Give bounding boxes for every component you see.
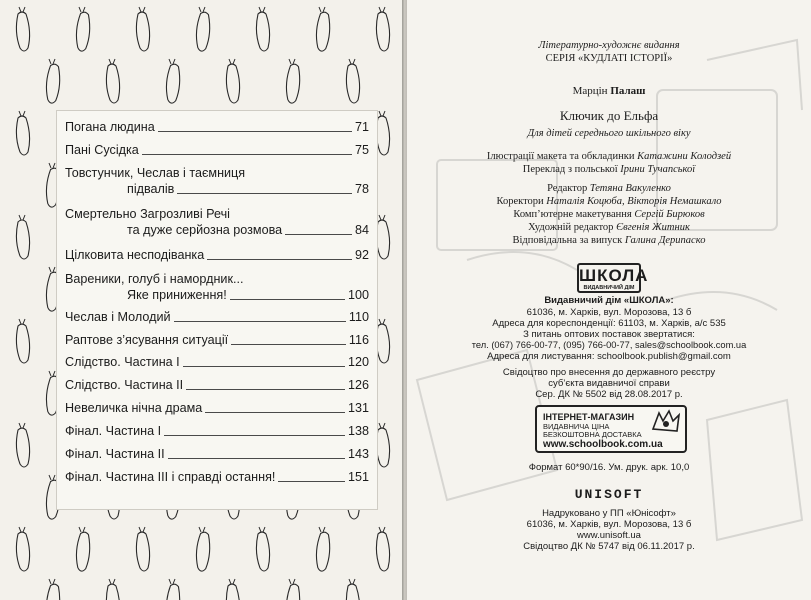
sausage-shape (74, 7, 92, 52)
toc-entry (65, 446, 369, 462)
sausage-shape (376, 215, 389, 259)
toc-entry-title: Вареники, голуб і намордник... (65, 272, 244, 286)
toc-entry (65, 400, 369, 416)
shop-price-note: ВИДАВНИЧА ЦІНА (543, 422, 610, 431)
sausage-shape (106, 59, 119, 103)
proofreaders-credit (407, 196, 811, 207)
toc-page-number: 126 (347, 378, 369, 392)
toc-entry (65, 423, 369, 439)
imprint-page (407, 0, 811, 600)
toc-entry-title: Товстунчик, Чеслав і таємниця (65, 166, 246, 180)
sausage-shape (314, 7, 332, 52)
kids-mascot-icon (649, 409, 683, 433)
toc-entry-title: Невеличка нічна драма (65, 401, 203, 415)
editor-label: Редактор (547, 183, 588, 194)
toc-entry-title: Фінал. Частина III і справді остання! (65, 470, 276, 484)
toc-page-number: 110 (348, 310, 369, 324)
toc-leader-line (168, 458, 345, 459)
toc-entry-title: Фінал. Частина I (65, 424, 162, 438)
responsible-credit (407, 235, 811, 246)
sausage-shape (226, 579, 239, 600)
toc-entry-title: Яке приниження! (127, 288, 227, 302)
logo-subtitle: ВИДАВНИЧИЙ ДІМ (583, 285, 635, 291)
toc-page-number: 116 (348, 333, 369, 347)
responsible-label: Відповідальна за випуск (512, 235, 623, 246)
illustrations-credit (407, 151, 811, 162)
author (407, 85, 811, 97)
sausage-shape (16, 527, 29, 571)
toc-entry-title: Фінал. Частина II (65, 447, 165, 461)
toc-entry-title: Погана людина (65, 120, 155, 134)
toc-entry (65, 354, 369, 370)
certificate-line-1: Свідоцтво про внесення до державного реєстру (502, 367, 716, 378)
sausage-shape (376, 111, 389, 155)
translation-label: Переклад з польської (522, 164, 618, 175)
toc-page-number: 120 (347, 355, 369, 369)
publisher-address: 61036, м. Харків, вул. Морозова, 13 б (526, 307, 692, 318)
correspondence-address: Адреса для кореспонденції: 61103, м. Харків, а/с 535 (492, 318, 726, 329)
sausage-shape (226, 59, 239, 103)
logo-wordmark: ШКОЛА (579, 266, 649, 285)
shkola-publisher-logo (577, 263, 649, 293)
sausage-shape (136, 527, 149, 571)
toc-leader-line (230, 299, 345, 300)
sausage-shape (346, 579, 359, 600)
toc-entry (65, 377, 369, 393)
toc-entry (65, 271, 369, 303)
toc-page-number: 84 (354, 223, 369, 237)
toc-entry-title: Слідство. Частина II (65, 378, 184, 392)
toc-leader-line (231, 344, 346, 345)
toc-page-number: 100 (347, 288, 369, 302)
proofreaders-names: Наталія Коцюба, Вікторія Немашкало (546, 196, 722, 207)
toc-leader-line (174, 321, 346, 322)
sausage-shape (346, 59, 359, 103)
book-title: Ключик до Ельфа (559, 108, 659, 123)
toc-entry (65, 332, 369, 348)
author-last-name: Палаш (610, 85, 646, 97)
toc-entry-title: Чеслав і Молодий (65, 310, 171, 324)
toc-page-number: 92 (354, 248, 369, 262)
sausage-shape (376, 7, 389, 51)
target-audience: Для дітей середнього шкільного віку (527, 128, 691, 139)
edition-type: Літературно-художнє видання (538, 40, 680, 51)
toc-entry-title: Слідство. Частина I (65, 355, 180, 369)
responsible-name: Галина Дерипаско (624, 235, 706, 246)
sausage-shape (284, 59, 302, 104)
sausage-shape (44, 579, 62, 600)
toc-leader-line (278, 481, 345, 482)
toc-page-number: 71 (354, 120, 369, 134)
proofreaders-label: Коректори (496, 196, 544, 207)
toc-entry (65, 119, 369, 135)
sausage-shape (164, 579, 182, 600)
sausage-shape (376, 527, 389, 571)
editor-credit (407, 183, 811, 194)
layout-label: Комп’ютерне макетування (513, 209, 632, 220)
sausage-shape (16, 111, 29, 155)
phones: тел. (067) 766-00-77, (095) 766-00-77, sales@schoolbook.com.ua (471, 340, 747, 350)
shop-delivery-note: БЕЗКОШТОВНА ДОСТАВКА (543, 430, 642, 439)
art-editor-name: Євгенія Житник (616, 222, 690, 233)
toc-entry (65, 469, 369, 485)
sausage-shape (16, 319, 29, 363)
layout-credit (407, 209, 811, 220)
right-page (407, 0, 811, 600)
toc-entry (65, 142, 369, 158)
publisher-name: Видавничий дім «ШКОЛА»: (544, 295, 674, 306)
toc-entry (65, 165, 369, 197)
sausage-shape (284, 579, 302, 600)
toc-leader-line (183, 366, 345, 367)
layout-name: Сергій Бирюков (634, 209, 705, 220)
wholesale-note: З питань оптових поставок звертатися: (523, 329, 695, 340)
art-editor-credit (407, 222, 811, 233)
toc-leader-line (142, 154, 352, 155)
unisoft-printer-logo: UNISOFT (574, 487, 644, 502)
toc-page-number: 131 (347, 401, 369, 415)
toc-leader-line (186, 389, 345, 390)
printer-url: www.unisoft.ua (577, 530, 641, 541)
toc-page-number: 143 (347, 447, 369, 461)
certificate-line-3: Сер. ДК № 5502 від 28.08.2017 р. (535, 389, 683, 400)
sausage-shape (16, 423, 29, 467)
toc-entry-title: Цілковита несподіванка (65, 248, 205, 262)
sausage-shape (16, 7, 29, 51)
toc-entry-title: підвалів (127, 182, 175, 196)
sausage-shape (376, 423, 389, 467)
toc-page-number: 78 (354, 182, 369, 196)
sausage-shape (44, 59, 62, 104)
toc-leader-line (177, 193, 352, 194)
certificate-line-2: суб’єкта видавничої справи (548, 378, 670, 389)
toc-entry (65, 247, 369, 263)
translation-credit (407, 164, 811, 175)
toc-page-number: 75 (354, 143, 369, 157)
toc-leader-line (207, 259, 352, 260)
sausage-shape (16, 215, 29, 259)
toc-entry (65, 206, 369, 238)
sausage-shape (314, 527, 332, 572)
printer-certificate: Свідоцтво ДК № 5747 від 06.11.2017 р. (523, 541, 695, 552)
sausage-shape (194, 527, 212, 572)
shop-heading: ІНТЕРНЕТ-МАГАЗИН (543, 412, 635, 422)
shop-url: www.schoolbook.com.ua (543, 439, 663, 450)
toc-leader-line (205, 412, 345, 413)
sausage-shape (194, 7, 212, 52)
toc-leader-line (158, 131, 352, 132)
toc-entry (65, 309, 369, 325)
toc-entry-title: Пані Сусідка (65, 143, 139, 157)
sausage-shape (106, 579, 119, 600)
translator-name: Ірини Тучапської (620, 164, 696, 175)
toc-leader-line (285, 234, 352, 235)
printer-address: 61036, м. Харків, вул. Морозова, 13 б (526, 519, 692, 530)
sausage-shape (74, 527, 92, 572)
art-editor-label: Художній редактор (528, 222, 614, 233)
illustrator-name: Катажини Колодзей (637, 151, 732, 162)
author-first-name: Марцін (572, 85, 608, 97)
toc-page-number: 138 (347, 424, 369, 438)
online-shop-banner (535, 405, 687, 453)
illustrations-label: Ілюстрації макета та обкладинки (486, 151, 635, 162)
toc-entry-title: Раптове з’ясування ситуації (65, 333, 229, 347)
editor-name: Тетяна Вакуленко (589, 183, 671, 194)
print-format: Формат 60*90/16. Ум. друк. арк. 10,0 (528, 462, 690, 473)
toc-entry-title: Смертельно Загрозливі Речі (65, 207, 230, 221)
toc-page-number: 151 (347, 470, 369, 484)
sausage-shape (256, 527, 269, 571)
toc-leader-line (164, 435, 345, 436)
mailing-address: Адреса для листування: schoolbook.publish@gmail.com (487, 351, 731, 362)
series-name: СЕРІЯ «КУДЛАТІ ІСТОРІЇ» (545, 53, 673, 64)
left-page (0, 0, 404, 600)
printed-at: Надруковано у ПП «Юнісофт» (542, 508, 676, 519)
toc-entry-title: та дуже серйозна розмова (127, 223, 283, 237)
sausage-shape (256, 7, 269, 51)
table-of-contents (56, 110, 378, 510)
sausage-shape (136, 7, 149, 51)
sausage-shape (376, 319, 389, 363)
sausage-shape (164, 59, 182, 104)
